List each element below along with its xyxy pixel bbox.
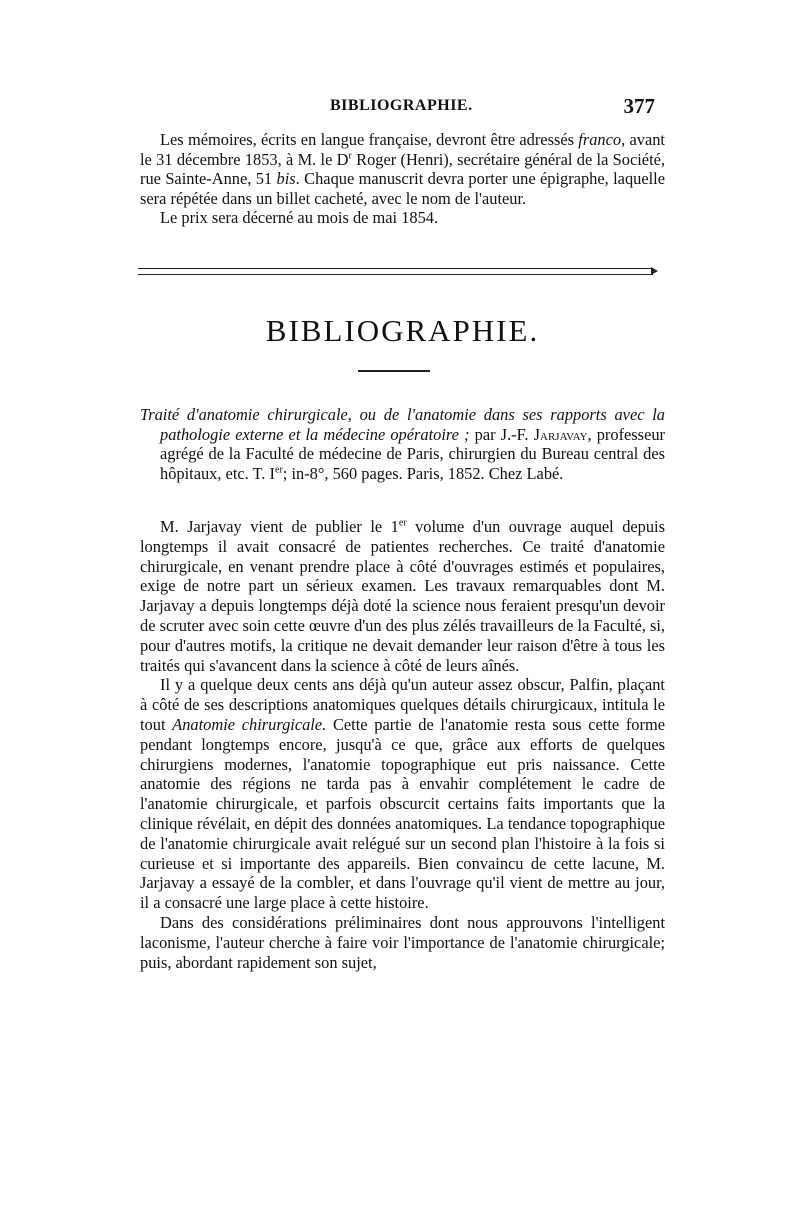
notice-sup: r bbox=[348, 150, 352, 162]
body-paragraph-1 bbox=[140, 517, 665, 675]
notice-text: Roger (Henri), secrétaire général de la Société, rue Sainte-Anne, 51 bbox=[140, 149, 665, 189]
reference-sup: er bbox=[275, 464, 283, 476]
body-text: Il y a quelque deux cents ans déjà qu'un auteur assez obscur, Palfin, plaçant à côté de ses descriptions anatomiques quelques détails chirurgicaux, intitula le tout bbox=[140, 675, 665, 734]
notice-text: . Chaque manuscrit devra porter une épigraphe, laquelle sera répétée dans un billet cacheté, avec le nom de l'auteur. bbox=[140, 169, 666, 208]
reference-details: ; in-8°, 560 pages. Paris, 1852. Chez Labé. bbox=[282, 463, 564, 483]
notice-text: , avant le 31 décembre 1853, à M. le D bbox=[140, 130, 665, 169]
notice-text: Les mémoires, écrits en langue française, devront être adressés bbox=[160, 130, 579, 149]
bibliographic-reference bbox=[140, 405, 665, 483]
body-sup: er bbox=[398, 517, 407, 529]
body-emphasis: Anatomie chirurgicale. bbox=[172, 714, 327, 734]
section-title: BIBLIOGRAPHIE. bbox=[265, 313, 540, 348]
body-text: volume d'un ouvrage auquel depuis longtemps il avait consacré de patientes recherches. Ce traité d'anatomie chirurgicale, en venant prendre place à côté d'ouvrages estimés et populaires, exige de notre part un sérieux examen. Les travaux remarquables dont M. Jarjavay a depuis longtemps déjà doté la science nous feraient presqu'un devoir de scruter avec soin cette œuvre d'un des plus zélés travailleurs de la Faculté, si, pour d'autres motifs, la critique ne devait demander leur raison d'être à tous les traités qui s'avancent dans la science à côté de leurs aînés. bbox=[140, 517, 665, 675]
body-text: M. Jarjavay vient de publier le 1 bbox=[160, 517, 399, 536]
reference-paragraph bbox=[140, 405, 665, 483]
notice-franco: franco bbox=[578, 130, 622, 149]
body-paragraph-3: Dans des considérations préliminaires dont nous approuvons l'intelligent laconisme, l'auteur cherche à faire voir l'importance de l'anatomie chirurgicale; puis, abordant rapidement son sujet, bbox=[140, 912, 665, 972]
page-number: 377 bbox=[623, 94, 655, 118]
running-title: BIBLIOGRAPHIE. bbox=[330, 97, 473, 114]
reference-details: , professeur agrégé de la Faculté de médecine de Paris, chirurgien du Bureau central des hôpitaux, etc. T. I bbox=[160, 424, 665, 483]
prize-notice bbox=[140, 130, 665, 228]
review-body bbox=[140, 517, 665, 972]
section-divider bbox=[138, 268, 653, 275]
body-paragraph-2 bbox=[140, 675, 665, 913]
reference-by: par J.-F. bbox=[469, 424, 534, 444]
title-underline bbox=[358, 370, 430, 372]
page-header bbox=[140, 94, 655, 123]
reference-author: Jarjavay bbox=[533, 424, 588, 444]
prize-date: Le prix sera décerné au mois de mai 1854. bbox=[160, 208, 439, 228]
reference-title: Traité d'anatomie chirurgicale, ou de l'anatomie dans ses rapports avec la pathologie externe et la médecine opératoire ; bbox=[140, 405, 665, 444]
notice-bis: bis bbox=[276, 169, 296, 189]
notice-paragraph bbox=[140, 130, 665, 208]
body-text: Cette partie de l'anatomie resta sous cette forme pendant longtemps encore, jusqu'à ce que, grâce aux efforts de quelques chirurgiens modernes, l'anatomie topographique eut pris naissance. Cette anatomie des régions ne tarda pas à envahir complétement le cadre de l'anatomie chirurgicale, et parfois obscurcit certains faits importants que la clinique révélait, en dépit des données anatomiques. La tendance topographique de l'anatomie chirurgicale avait relégué sur un second plan l'histoire à la fois si curieuse et si importante des appareils. Bien convaincu de cette lacune, M. Jarjavay a essayé de la combler, et dans l'ouvrage qu'il vient de mettre au jour, il a consacré une large place à cette histoire. bbox=[140, 714, 665, 913]
